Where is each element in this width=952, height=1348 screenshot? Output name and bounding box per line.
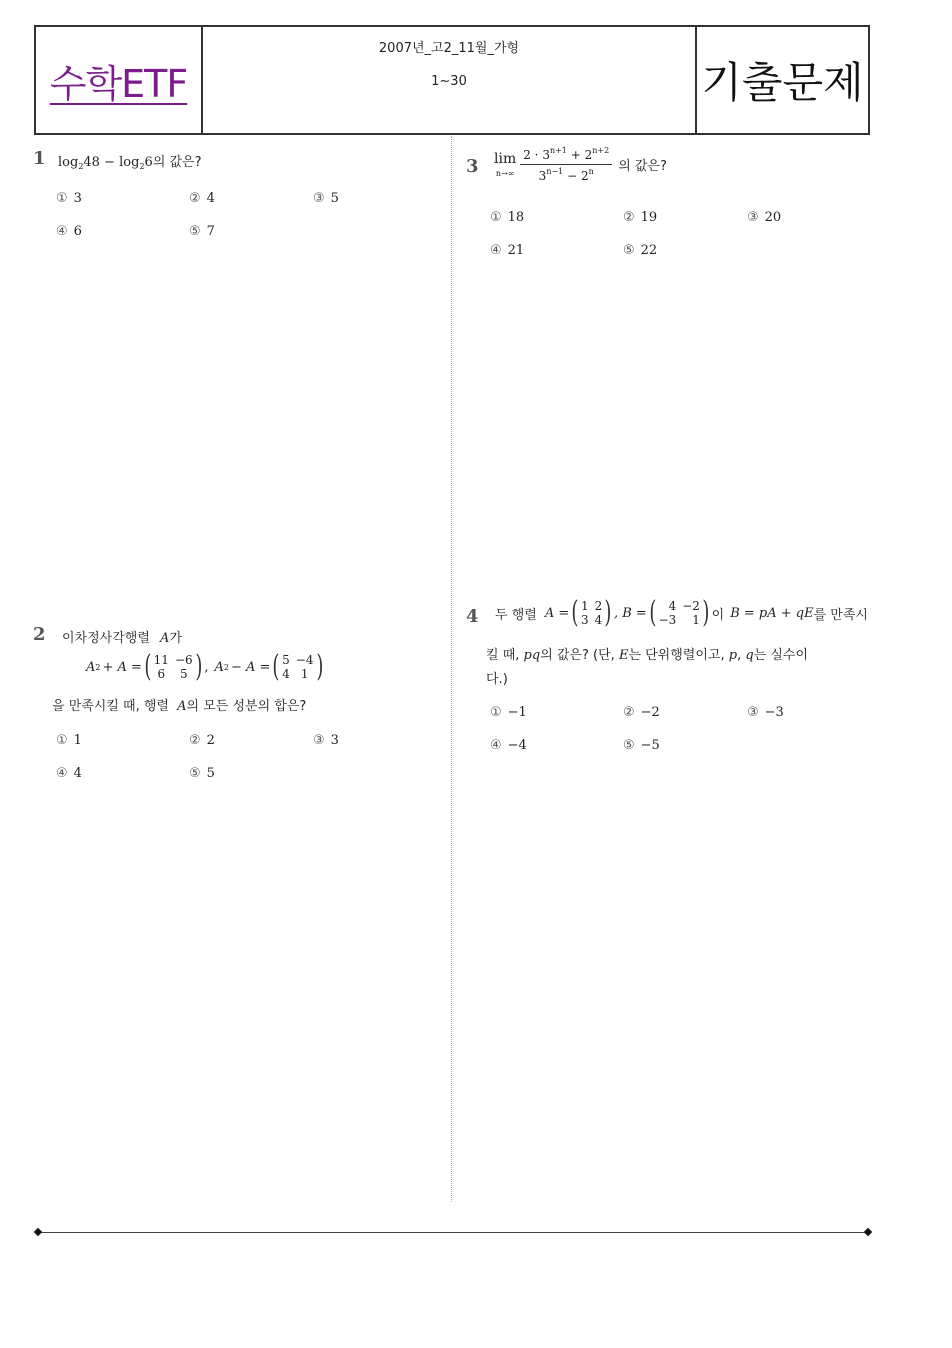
matrix-A: ( 1 2 3 4 ) [571,595,612,630]
choice-5[interactable]: ⑤ 22 [623,243,658,258]
choice-1[interactable]: ① 18 [490,210,525,225]
matrix-sum: ( 11 −6 6 5 ) [144,649,203,684]
page-title: 기출문제 [701,58,864,107]
question-line-2: 킬 때, pq의 값은? (단, E는 단위행렬이고, p, q는 실수이 [486,648,809,663]
question-line-1: 이차정사각행렬 A가 [62,631,182,646]
question-line-3: 을 만족시킬 때, 행렬 A의 모든 성분의 합은? [52,699,307,714]
choice-5[interactable]: ⑤ 7 [189,224,215,239]
choice-4[interactable]: ④ 6 [56,224,82,239]
choice-4[interactable]: ④ 21 [490,243,525,258]
choice-3[interactable]: ③ 3 [313,733,339,748]
choice-2[interactable]: ② 19 [623,210,658,225]
question-text [58,151,202,171]
question-number: 1 [33,148,46,169]
question-tail: 의 값은? [618,159,667,174]
matrix-equations: A 2 + A = ( 11 −6 6 5 ) , A 2 − A = ( 5 −4 4 1 ) [86,652,325,682]
exam-title: 2007년_고2_11월_가형 [378,41,520,56]
limit-operator: lim n→∞ [494,151,517,178]
question-line-3: 다.) [486,672,508,687]
choice-1[interactable]: ① −1 [490,705,527,720]
log-term-1: $\log_248$ [58,155,100,171]
question-line-1: 두 행렬 A = ( 1 2 3 4 ) , B = ( 4 −2 −3 1 ) 이 B = pA + qE 를 만족시 [495,595,868,630]
question-tail: 의 값은? [152,155,202,170]
choice-2[interactable]: ② −2 [623,705,660,720]
column-divider [451,136,452,1202]
footer-diamond-right [864,1228,872,1236]
exam-info-cell [203,27,697,133]
choice-1[interactable]: ① 1 [56,733,82,748]
matrix-difference: ( 5 −4 4 1 ) [272,649,323,684]
logo: 수학ETF [49,61,188,106]
choice-5[interactable]: ⑤ −5 [623,738,660,753]
question-number: 2 [33,624,46,645]
problem-range: 1~30 [431,74,467,89]
choice-3[interactable]: ③ 5 [313,191,339,206]
choice-1[interactable]: ① 3 [56,191,82,206]
choice-2[interactable]: ② 4 [189,191,215,206]
question-number: 3 [466,156,479,177]
footer-rule [38,1232,868,1233]
matrix-B: ( 4 −2 −3 1 ) [649,595,710,630]
logo-cell [36,27,203,133]
footer-diamond-left [34,1228,42,1236]
choice-3[interactable]: ③ −3 [747,705,784,720]
log-term-2: $\log_26$ [119,155,153,171]
question-number: 4 [466,606,479,627]
choice-3[interactable]: ③ 20 [747,210,782,225]
choice-4[interactable]: ④ 4 [56,766,82,781]
choice-5[interactable]: ⑤ 5 [189,766,215,781]
choice-2[interactable]: ② 2 [189,733,215,748]
minus-operator: − [99,155,120,170]
limit-fraction: $\frac{2 \cdot 3^{n+1} + 2^{n+2}}{3^{n-1} - 2^n}$ [520,146,612,183]
header-box [34,25,870,135]
question-text [494,146,667,183]
choice-4[interactable]: ④ −4 [490,738,527,753]
